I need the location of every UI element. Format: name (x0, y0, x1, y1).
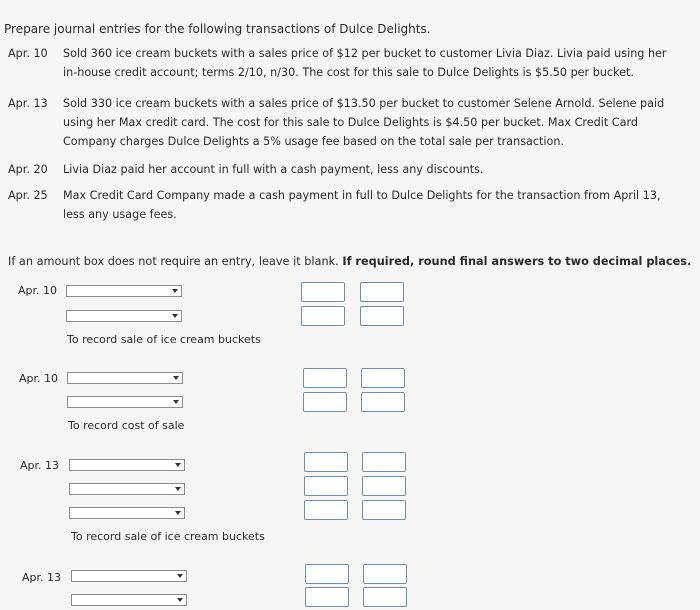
debit-amount-input[interactable] (304, 500, 348, 520)
credit-amount-input[interactable] (362, 500, 406, 520)
debit-amount-input[interactable] (304, 476, 348, 496)
page-title: Prepare journal entries for the following transactions of Dulce Delights. (4, 22, 431, 36)
entry-date: Apr. 13 (22, 571, 62, 584)
account-dropdown[interactable] (69, 459, 185, 471)
account-dropdown[interactable] (66, 310, 182, 322)
entry-note: To record sale of ice cream buckets (71, 530, 265, 543)
transaction-date: Apr. 13 (8, 97, 48, 110)
account-dropdown[interactable] (66, 285, 182, 297)
instructions (8, 255, 691, 268)
transaction-description (63, 186, 683, 224)
debit-amount-input[interactable] (301, 306, 345, 326)
debit-amount-input[interactable] (304, 452, 348, 472)
transaction-line: Max Credit Card Company made a cash payment in full to Dulce Delights for the transaction from April 13, (63, 189, 661, 202)
account-dropdown[interactable] (69, 483, 185, 495)
account-dropdown[interactable] (67, 396, 183, 408)
entry-note: To record sale of ice cream buckets (67, 333, 261, 346)
transaction-line: less any usage fees. (63, 208, 177, 221)
transaction-description (63, 160, 683, 179)
credit-amount-input[interactable] (360, 306, 404, 326)
chevron-down-icon (175, 463, 181, 467)
debit-amount-input[interactable] (301, 282, 345, 302)
credit-amount-input[interactable] (361, 392, 405, 412)
transaction-description (63, 94, 683, 151)
transaction-line: Sold 330 ice cream buckets with a sales price of $13.50 per bucket to customer Selene Arnold. Selene paid (63, 97, 665, 110)
debit-amount-input[interactable] (303, 392, 347, 412)
chevron-down-icon (175, 511, 181, 515)
transaction-description (63, 44, 683, 82)
instructions-text: If an amount box does not require an entry, leave it blank. (8, 255, 343, 268)
chevron-down-icon (172, 289, 178, 293)
transaction-line: Livia Diaz paid her account in full with a cash payment, less any discounts. (63, 163, 484, 176)
transaction-date: Apr. 10 (8, 47, 48, 60)
entry-note: To record cost of sale (68, 419, 185, 432)
transaction-line: using her Max credit card. The cost for this sale to Dulce Delights is $4.50 per bucket. Max Credit Card (63, 116, 638, 129)
debit-amount-input[interactable] (305, 564, 349, 584)
account-dropdown[interactable] (67, 372, 183, 384)
credit-amount-input[interactable] (362, 476, 406, 496)
entry-date: Apr. 13 (20, 459, 60, 472)
debit-amount-input[interactable] (303, 368, 347, 388)
account-dropdown[interactable] (71, 570, 187, 582)
credit-amount-input[interactable] (363, 587, 407, 607)
chevron-down-icon (172, 314, 178, 318)
account-dropdown[interactable] (71, 594, 187, 606)
credit-amount-input[interactable] (360, 282, 404, 302)
debit-amount-input[interactable] (305, 587, 349, 607)
instructions-bold-text: If required, round final answers to two decimal places. (342, 255, 692, 268)
chevron-down-icon (177, 574, 183, 578)
entry-date: Apr. 10 (18, 284, 58, 297)
chevron-down-icon (175, 487, 181, 491)
credit-amount-input[interactable] (362, 452, 406, 472)
account-dropdown[interactable] (69, 507, 185, 519)
transaction-line: in-house credit account; terms 2/10, n/30. The cost for this sale to Dulce Delights is $5.50 per bucket. (63, 66, 634, 79)
transaction-date: Apr. 25 (8, 189, 48, 202)
transaction-line: Company charges Dulce Delights a 5% usage fee based on the total sale per transaction. (63, 135, 565, 148)
credit-amount-input[interactable] (363, 564, 407, 584)
chevron-down-icon (173, 400, 179, 404)
transaction-line: Sold 360 ice cream buckets with a sales price of $12 per bucket to customer Livia Diaz. Livia paid using her (63, 47, 667, 60)
transaction-date: Apr. 20 (8, 163, 48, 176)
credit-amount-input[interactable] (361, 368, 405, 388)
entry-date: Apr. 10 (19, 372, 59, 385)
chevron-down-icon (177, 598, 183, 602)
chevron-down-icon (173, 376, 179, 380)
